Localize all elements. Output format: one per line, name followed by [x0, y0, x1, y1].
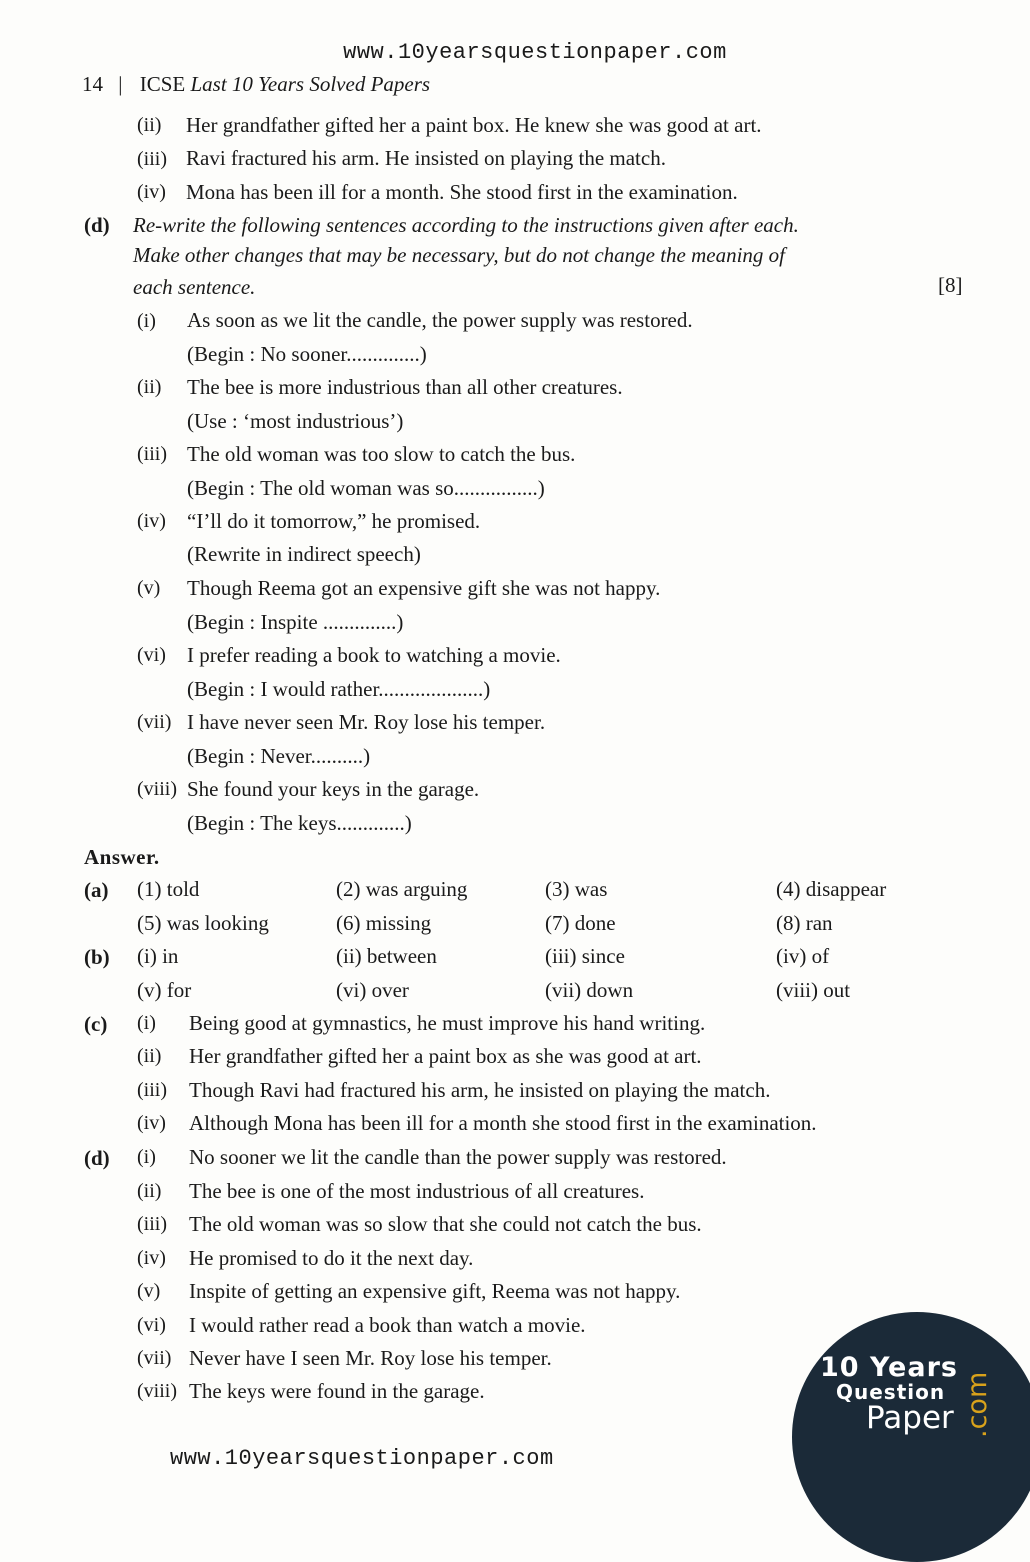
answer-b-item: (iv) of [776, 944, 830, 968]
logo-line-2: Question [836, 1380, 946, 1404]
c-tail-num: (iv) [137, 181, 166, 203]
answer-b-item: (vii) down [545, 978, 634, 1002]
answer-a-item: (1) told [137, 877, 200, 901]
answer-b-item: (i) in [137, 944, 179, 968]
answer-b-item: (iii) since [545, 944, 625, 968]
d-item-num: (v) [137, 577, 161, 599]
d-item-hint: (Rewrite in indirect speech) [187, 542, 421, 566]
answer-a-item: (8) ran [776, 911, 833, 935]
answer-d-text: The keys were found in the garage. [189, 1379, 485, 1403]
answer-a-item: (4) disappear [776, 877, 887, 901]
answer-d-num: (iii) [137, 1213, 167, 1235]
answer-d-num: (vii) [137, 1347, 172, 1369]
site-logo [792, 1312, 1030, 1562]
d-item-hint: (Begin : I would rather....................) [187, 677, 491, 701]
answer-c-text: Though Ravi had fractured his arm, he insisted on playing the match. [189, 1078, 771, 1102]
answer-d-text: No sooner we lit the candle than the power supply was restored. [189, 1145, 727, 1169]
answer-b-item: (ii) between [336, 944, 437, 968]
logo-line-4: .com [962, 1371, 993, 1438]
part-d-instruction: Re-write the following sentences according to the instructions given after each. [133, 213, 799, 237]
d-item-num: (viii) [137, 778, 177, 800]
logo-line-1: 10 Years [820, 1352, 958, 1383]
answer-d-text: He promised to do it the next day. [189, 1246, 474, 1270]
d-item-num: (i) [137, 310, 156, 332]
answer-d-text: The old woman was so slow that she could not catch the bus. [189, 1212, 702, 1236]
answer-d-text: Inspite of getting an expensive gift, Reema was not happy. [189, 1279, 681, 1303]
d-item-text: As soon as we lit the candle, the power supply was restored. [187, 308, 693, 332]
answer-a-item: (7) done [545, 911, 616, 935]
answer-a-item: (6) missing [336, 911, 432, 935]
answer-b-item: (viii) out [776, 978, 851, 1002]
answer-c-text: Being good at gymnastics, he must improve his hand writing. [189, 1011, 706, 1035]
answer-d-num: (ii) [137, 1180, 162, 1202]
book-prefix: ICSE [139, 72, 186, 96]
d-item-num: (vi) [137, 644, 166, 666]
answer-c-text: Her grandfather gifted her a paint box as she was good at art. [189, 1044, 702, 1068]
d-item-num: (iii) [137, 443, 167, 465]
answer-d-num: (v) [137, 1280, 161, 1302]
d-item-text: The old woman was too slow to catch the bus. [187, 442, 576, 466]
marks: [8] [938, 273, 963, 297]
answer-b-item: (vi) over [336, 978, 409, 1002]
site-footer-url: www.10yearsquestionpaper.com [170, 1446, 554, 1471]
answer-c-text: Although Mona has been ill for a month she stood first in the examination. [189, 1111, 817, 1135]
d-item-hint: (Use : ‘most industrious’) [187, 409, 404, 433]
answer-d-num: (viii) [137, 1380, 177, 1402]
answer-heading: Answer. [84, 845, 160, 869]
d-item-text: I have never seen Mr. Roy lose his temper. [187, 710, 546, 734]
answer-c-label: (c) [84, 1012, 108, 1036]
part-d-label: (d) [84, 213, 110, 237]
answer-c-num: (ii) [137, 1045, 162, 1067]
answer-a-item: (5) was looking [137, 911, 269, 935]
answer-d-num: (vi) [137, 1314, 166, 1336]
answer-d-text: I would rather read a book than watch a movie. [189, 1313, 586, 1337]
d-item-num: (vii) [137, 711, 172, 733]
site-header-url: www.10yearsquestionpaper.com [343, 40, 727, 65]
d-item-num: (iv) [137, 510, 166, 532]
c-tail-num: (ii) [137, 114, 162, 136]
answer-b-item: (v) for [137, 978, 192, 1002]
answer-c-num: (iii) [137, 1079, 167, 1101]
book-title: Last 10 Years Solved Papers [190, 72, 431, 96]
d-item-num: (ii) [137, 376, 162, 398]
answer-d-label: (d) [84, 1146, 110, 1170]
part-d-instruction: Make other changes that may be necessary, but do not change the meaning of [133, 243, 786, 267]
d-item-hint: (Begin : Inspite ..............) [187, 610, 404, 634]
answer-a-label: (a) [84, 878, 109, 902]
d-item-text: The bee is more industrious than all other creatures. [187, 375, 623, 399]
d-item-hint: (Begin : The old woman was so................) [187, 476, 545, 500]
d-item-hint: (Begin : No sooner..............) [187, 342, 427, 366]
d-item-hint: (Begin : Never..........) [187, 744, 371, 768]
c-tail-num: (iii) [137, 148, 167, 170]
answer-c-num: (iv) [137, 1112, 166, 1134]
d-item-hint: (Begin : The keys.............) [187, 811, 412, 835]
running-head [82, 72, 430, 97]
d-item-text: I prefer reading a book to watching a movie. [187, 643, 561, 667]
answer-d-num: (iv) [137, 1247, 166, 1269]
answer-d-text: The bee is one of the most industrious of all creatures. [189, 1179, 645, 1203]
answer-d-num: (i) [137, 1146, 156, 1168]
c-tail-text: Mona has been ill for a month. She stood first in the examination. [186, 180, 738, 204]
answer-c-num: (i) [137, 1012, 156, 1034]
page-number: 14 [82, 72, 103, 96]
answer-d-text: Never have I seen Mr. Roy lose his temper. [189, 1346, 552, 1370]
answer-a-item: (3) was [545, 877, 608, 901]
d-item-text: “I’ll do it tomorrow,” he promised. [187, 509, 481, 533]
c-tail-text: Her grandfather gifted her a paint box. He knew she was good at art. [186, 113, 762, 137]
c-tail-text: Ravi fractured his arm. He insisted on playing the match. [186, 146, 666, 170]
answer-b-label: (b) [84, 945, 110, 969]
part-d-instruction: each sentence. [133, 275, 256, 299]
d-item-text: Though Reema got an expensive gift she was not happy. [187, 576, 661, 600]
answer-a-item: (2) was arguing [336, 877, 468, 901]
logo-line-3: Paper [866, 1400, 954, 1436]
header-separator: | [118, 72, 123, 96]
d-item-text: She found your keys in the garage. [187, 777, 480, 801]
